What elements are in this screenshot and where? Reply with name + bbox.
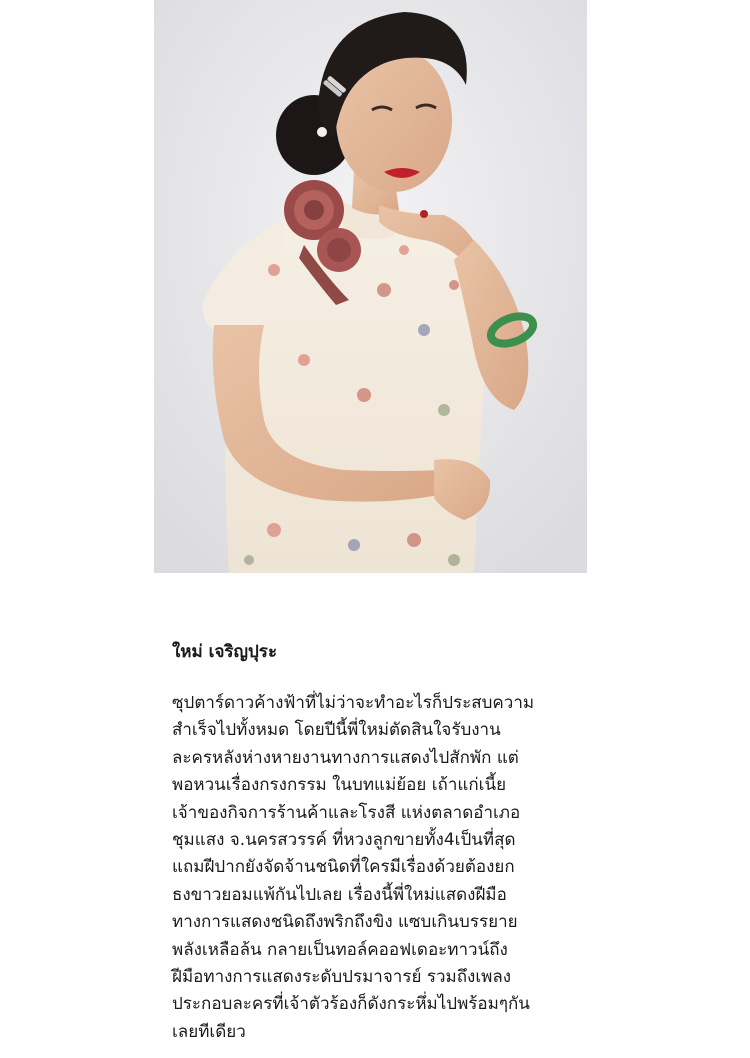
body-line: ธงขาวยอมแพ้กันไปเลย เรื่องนี้พี่ใหม่แสดงฝีมือ	[172, 884, 507, 905]
body-line: ฝีมือทางการแสดงระดับปรมาจารย์ รวมถึงเพลง	[172, 967, 512, 988]
body-line: พอหวนเรื่องกรงกรรม ในบทแม่ย้อย เถ้าแก่เนี้ย	[172, 775, 507, 796]
body-line: พลังเหลือล้น กลายเป็นทอล์คออฟเดอะทาวน์ถึง	[172, 939, 508, 960]
portrait-photo	[154, 0, 587, 573]
body-line: ประกอบละครที่เจ้าตัวร้องก็ดังกระหึ่มไปพร้อมๆกัน	[172, 994, 530, 1015]
article	[172, 640, 592, 1046]
person-name-heading: ใหม่ เจริญปุระ	[172, 642, 278, 662]
body-line: ชุมแสง จ.นครสวรรค์ ที่หวงลูกขายทั้ง4เป็นที่สุด	[172, 830, 516, 851]
body-line: แถมฝีปากยังจัดจ้านชนิดที่ใครมีเรื่องด้วยต้องยก	[172, 857, 515, 878]
body-line: เจ้าของกิจการร้านค้าและโรงสี แห่งตลาดอำเภอ	[172, 802, 521, 823]
article-body	[172, 690, 592, 1046]
body-line: ทางการแสดงชนิดถึงพริกถึงขิง แซบเกินบรรยาย	[172, 912, 518, 933]
body-line: ละครหลังห่างหายงานทางการแสดงไปสักพัก แต่	[172, 747, 519, 768]
portrait-illustration	[154, 0, 587, 573]
body-line: ซุปตาร์ดาวค้างฟ้าที่ไม่ว่าจะทำอะไรก็ประสบความ	[172, 693, 535, 713]
body-line: เลยทีเดียว	[172, 1021, 246, 1042]
body-line: สำเร็จไปทั้งหมด โดยปีนี้พี่ใหม่ตัดสินใจรับงาน	[172, 720, 501, 741]
